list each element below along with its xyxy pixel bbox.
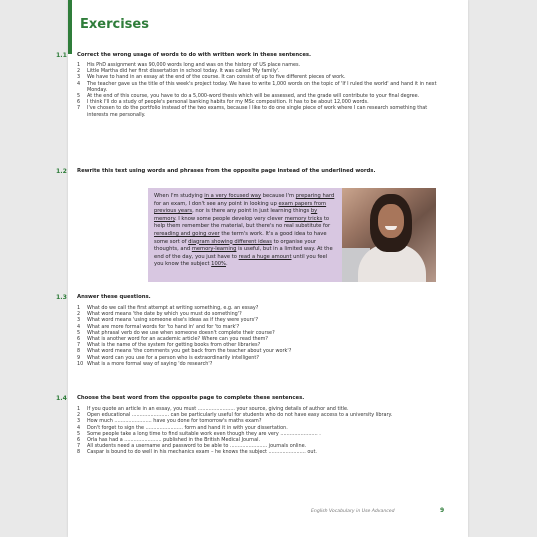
list-item: 2 Little Martha did her first dissertation in school today. It was called 'My family'. [77, 68, 280, 75]
list-item: 6 What is another word for an academic article? Where can you read them? [77, 336, 268, 343]
underlined-phrase: read a huge amount [238, 253, 292, 260]
underlined-phrase: memory tricks [284, 215, 323, 222]
list-item: 5 Some people take a long time to find suitable work even though they are very ........................ . [77, 430, 321, 437]
underlined-phrase: diagram showing different ideas [188, 238, 272, 245]
section-instruction: Choose the best word from the opposite page to complete these sentences. [77, 395, 305, 401]
green-edge-bar [68, 0, 72, 54]
page-title: Exercises [80, 17, 149, 32]
list-item: 9 What word can you use for a person who is extraordinarily intelligent? [77, 354, 259, 361]
list-item: 4 Don't forget to sign the ........................ form and hand it in with your dissertation. [77, 424, 288, 431]
list-item: 8 What word means 'the comments you get back from the teacher about your work'? [77, 348, 292, 355]
list-item: 3 How much ........................ have you done for tomorrow's maths exam? [77, 418, 262, 425]
list-item: 3 We have to hand in an essay at the end of the course. It can consist of up to five different pieces of work. [77, 74, 346, 81]
exercise-list [77, 62, 442, 118]
list-item: 1 What do we call the first attempt at writing something, e.g. an essay? [77, 305, 259, 311]
study-text-box: When I'm studying in a very focused way because I'm preparing hard for an exam, I don't see any point in looking up exam papers from previous years, nor is there any point in just learning things by memory. I know some people develop very clever memory tricks to help them remember the material, but there's no real substitute for rereading and going over the term's work. It's a good idea to have some sort of diagram showing different ideas to organise your thoughts, and memory-learning is useful, but in a limited way. At the end of the day, you just have to read a huge amount until you feel you know the subject 100%. [148, 188, 344, 282]
list-item: 2 What word means 'the date by which you must do something'? [77, 311, 242, 318]
student-photo [342, 188, 436, 282]
list-item: 1 His PhD assignment was 90,000 words long and was on the history of US place names. [77, 62, 301, 68]
list-item: 4 The teacher gave us the title of this week's project today. We have to write 1,000 words on the topic of 'If I ruled the world' and hand it in next Monday. [77, 80, 437, 93]
list-item: 4 What are more formal words for 'to hand in' and for 'to mark'? [77, 323, 240, 330]
face-shape [378, 204, 404, 238]
list-item: 2 Open educational ........................ can be particularly useful for students who do not have easy access to a university library. [77, 412, 393, 419]
underlined-phrase: 100% [211, 261, 226, 268]
exercise-list [77, 406, 442, 456]
page-number: 9 [440, 507, 445, 514]
section-instruction: Correct the wrong usage of words to do with written work in these sentences. [77, 52, 312, 58]
list-item: 6 Orla has had a ........................ published in the British Medical Journal. [77, 437, 261, 444]
section-number: 1.1 [56, 52, 67, 59]
underlined-phrase: by memory [154, 208, 318, 222]
underlined-phrase: in a very focused way [204, 193, 262, 199]
list-item: 5 What phrasal verb do we use when someone doesn't complete their course? [77, 329, 275, 336]
underlined-phrase: exam papers from previous years [154, 200, 327, 215]
list-item: 7 All students need a username and password to be able to ........................ journals online. [77, 443, 307, 450]
section-instruction: Answer these questions. [77, 294, 151, 300]
list-item: 10 What is a more formal way of saying 'do research'? [77, 360, 213, 367]
underlined-phrase: preparing hard [295, 193, 335, 199]
list-item: 6 I think I'll do a study of people's personal banking habits for my MSc composition. It has to be about 12,000 words. [77, 99, 369, 106]
list-item: 7 What is the name of the system for getting books from other libraries? [77, 342, 261, 349]
underlined-phrase: memory-learning [191, 246, 237, 253]
section-number: 1.3 [56, 294, 67, 301]
list-item: 3 What word means 'using someone else's ideas as if they were yours'? [77, 317, 259, 324]
list-item: 1 If you quote an article in an essay, you must ........................ your source, giving details of author and title. [77, 406, 349, 412]
list-item: 7 I've chosen to do the portfolio instead of the two exams, because I like to do one single piece of work where I can research something that interests me personally. [77, 105, 428, 118]
list-item: 8 Caspar is bound to do well in his mechanics exam – he knows the subject ........................ out. [77, 449, 317, 456]
exercise-list [77, 305, 442, 367]
section-number: 1.4 [56, 395, 67, 402]
footer-book-title: English Vocabulary in Use Advanced [311, 509, 395, 514]
list-item: 5 At the end of this course, you have to do a 5,000-word thesis which will be assessed, and the grade will contribute to your final degree. [77, 93, 420, 100]
underlined-phrase: rereading and going over [154, 230, 220, 237]
section-number: 1.2 [56, 168, 67, 175]
section-instruction: Rewrite this text using words and phrases from the opposite page instead of the underlined words. [77, 168, 376, 174]
